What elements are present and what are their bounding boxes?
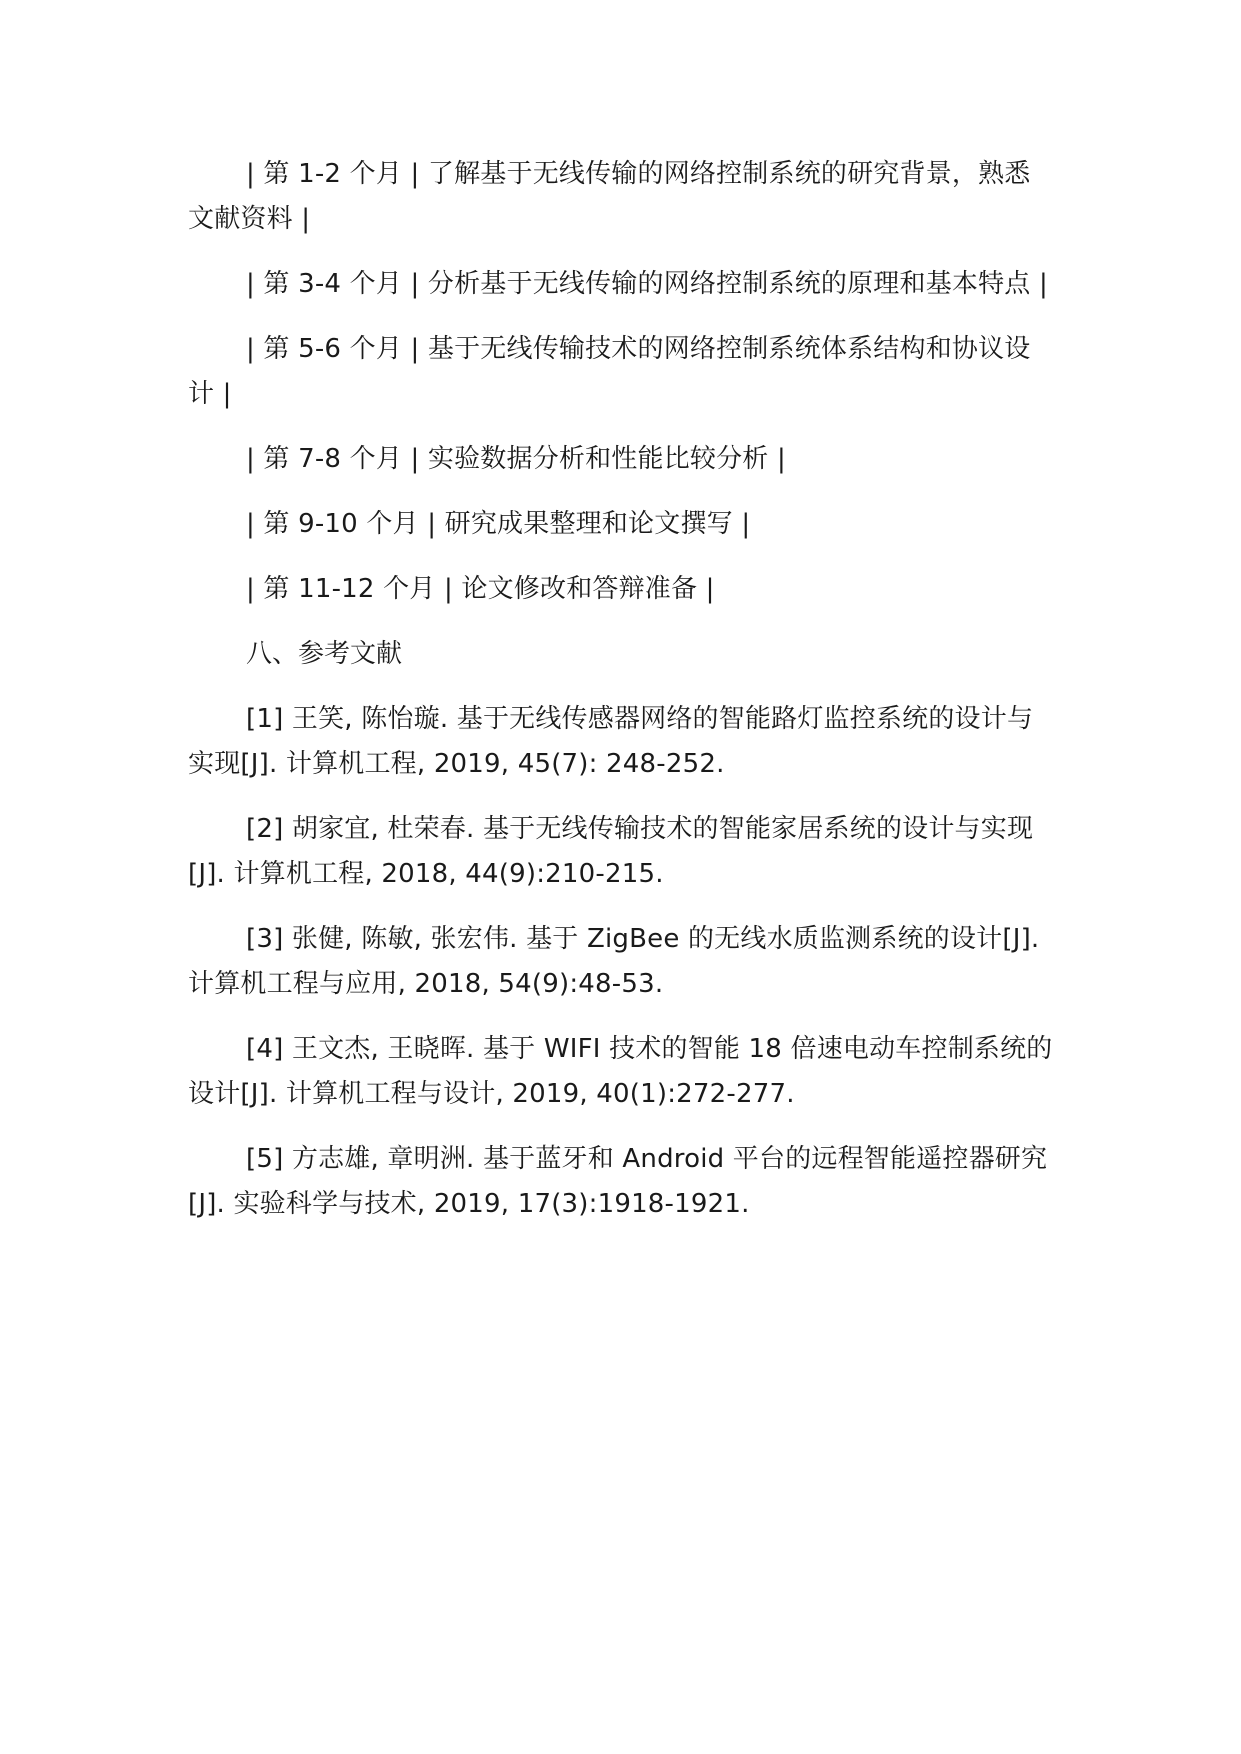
schedule-row: | 第 1-2 个月 | 了解基于无线传输的网络控制系统的研究背景，熟悉文献资料 | [188, 159, 1031, 234]
reference-item: [5] 方志雄, 章明洲. 基于蓝牙和 Android 平台的远程智能遥控器研究[J]. 实验科学与技术, 2019, 17(3):1918-1921. [188, 1144, 1048, 1219]
references-heading: 八、参考文献 [246, 639, 403, 669]
schedule-row: | 第 5-6 个月 | 基于无线传输技术的网络控制系统体系结构和协议设计 | [188, 334, 1031, 409]
reference-item: [4] 王文杰, 王晓晖. 基于 WIFI 技术的智能 18 倍速电动车控制系统的设计[J]. 计算机工程与设计, 2019, 40(1):272-277. [188, 1034, 1053, 1109]
schedule-row: | 第 7-8 个月 | 实验数据分析和性能比较分析 | [246, 444, 786, 474]
schedule-row: | 第 9-10 个月 | 研究成果整理和论文撰写 | [246, 509, 751, 539]
reference-item: [2] 胡家宜, 杜荣春. 基于无线传输技术的智能家居系统的设计与实现[J]. 计算机工程, 2018, 44(9):210-215. [188, 814, 1034, 889]
schedule-row: | 第 3-4 个月 | 分析基于无线传输的网络控制系统的原理和基本特点 | [246, 269, 1048, 299]
reference-item: [1] 王笑, 陈怡璇. 基于无线传感器网络的智能路灯监控系统的设计与实现[J]. 计算机工程, 2019, 45(7): 248-252. [188, 704, 1034, 779]
reference-item: [3] 张健, 陈敏, 张宏伟. 基于 ZigBee 的无线水质监测系统的设计[J]. 计算机工程与应用, 2018, 54(9):48-53. [188, 924, 1040, 999]
schedule-row: | 第 11-12 个月 | 论文修改和答辩准备 | [246, 574, 715, 604]
page-content [188, 152, 1054, 1247]
